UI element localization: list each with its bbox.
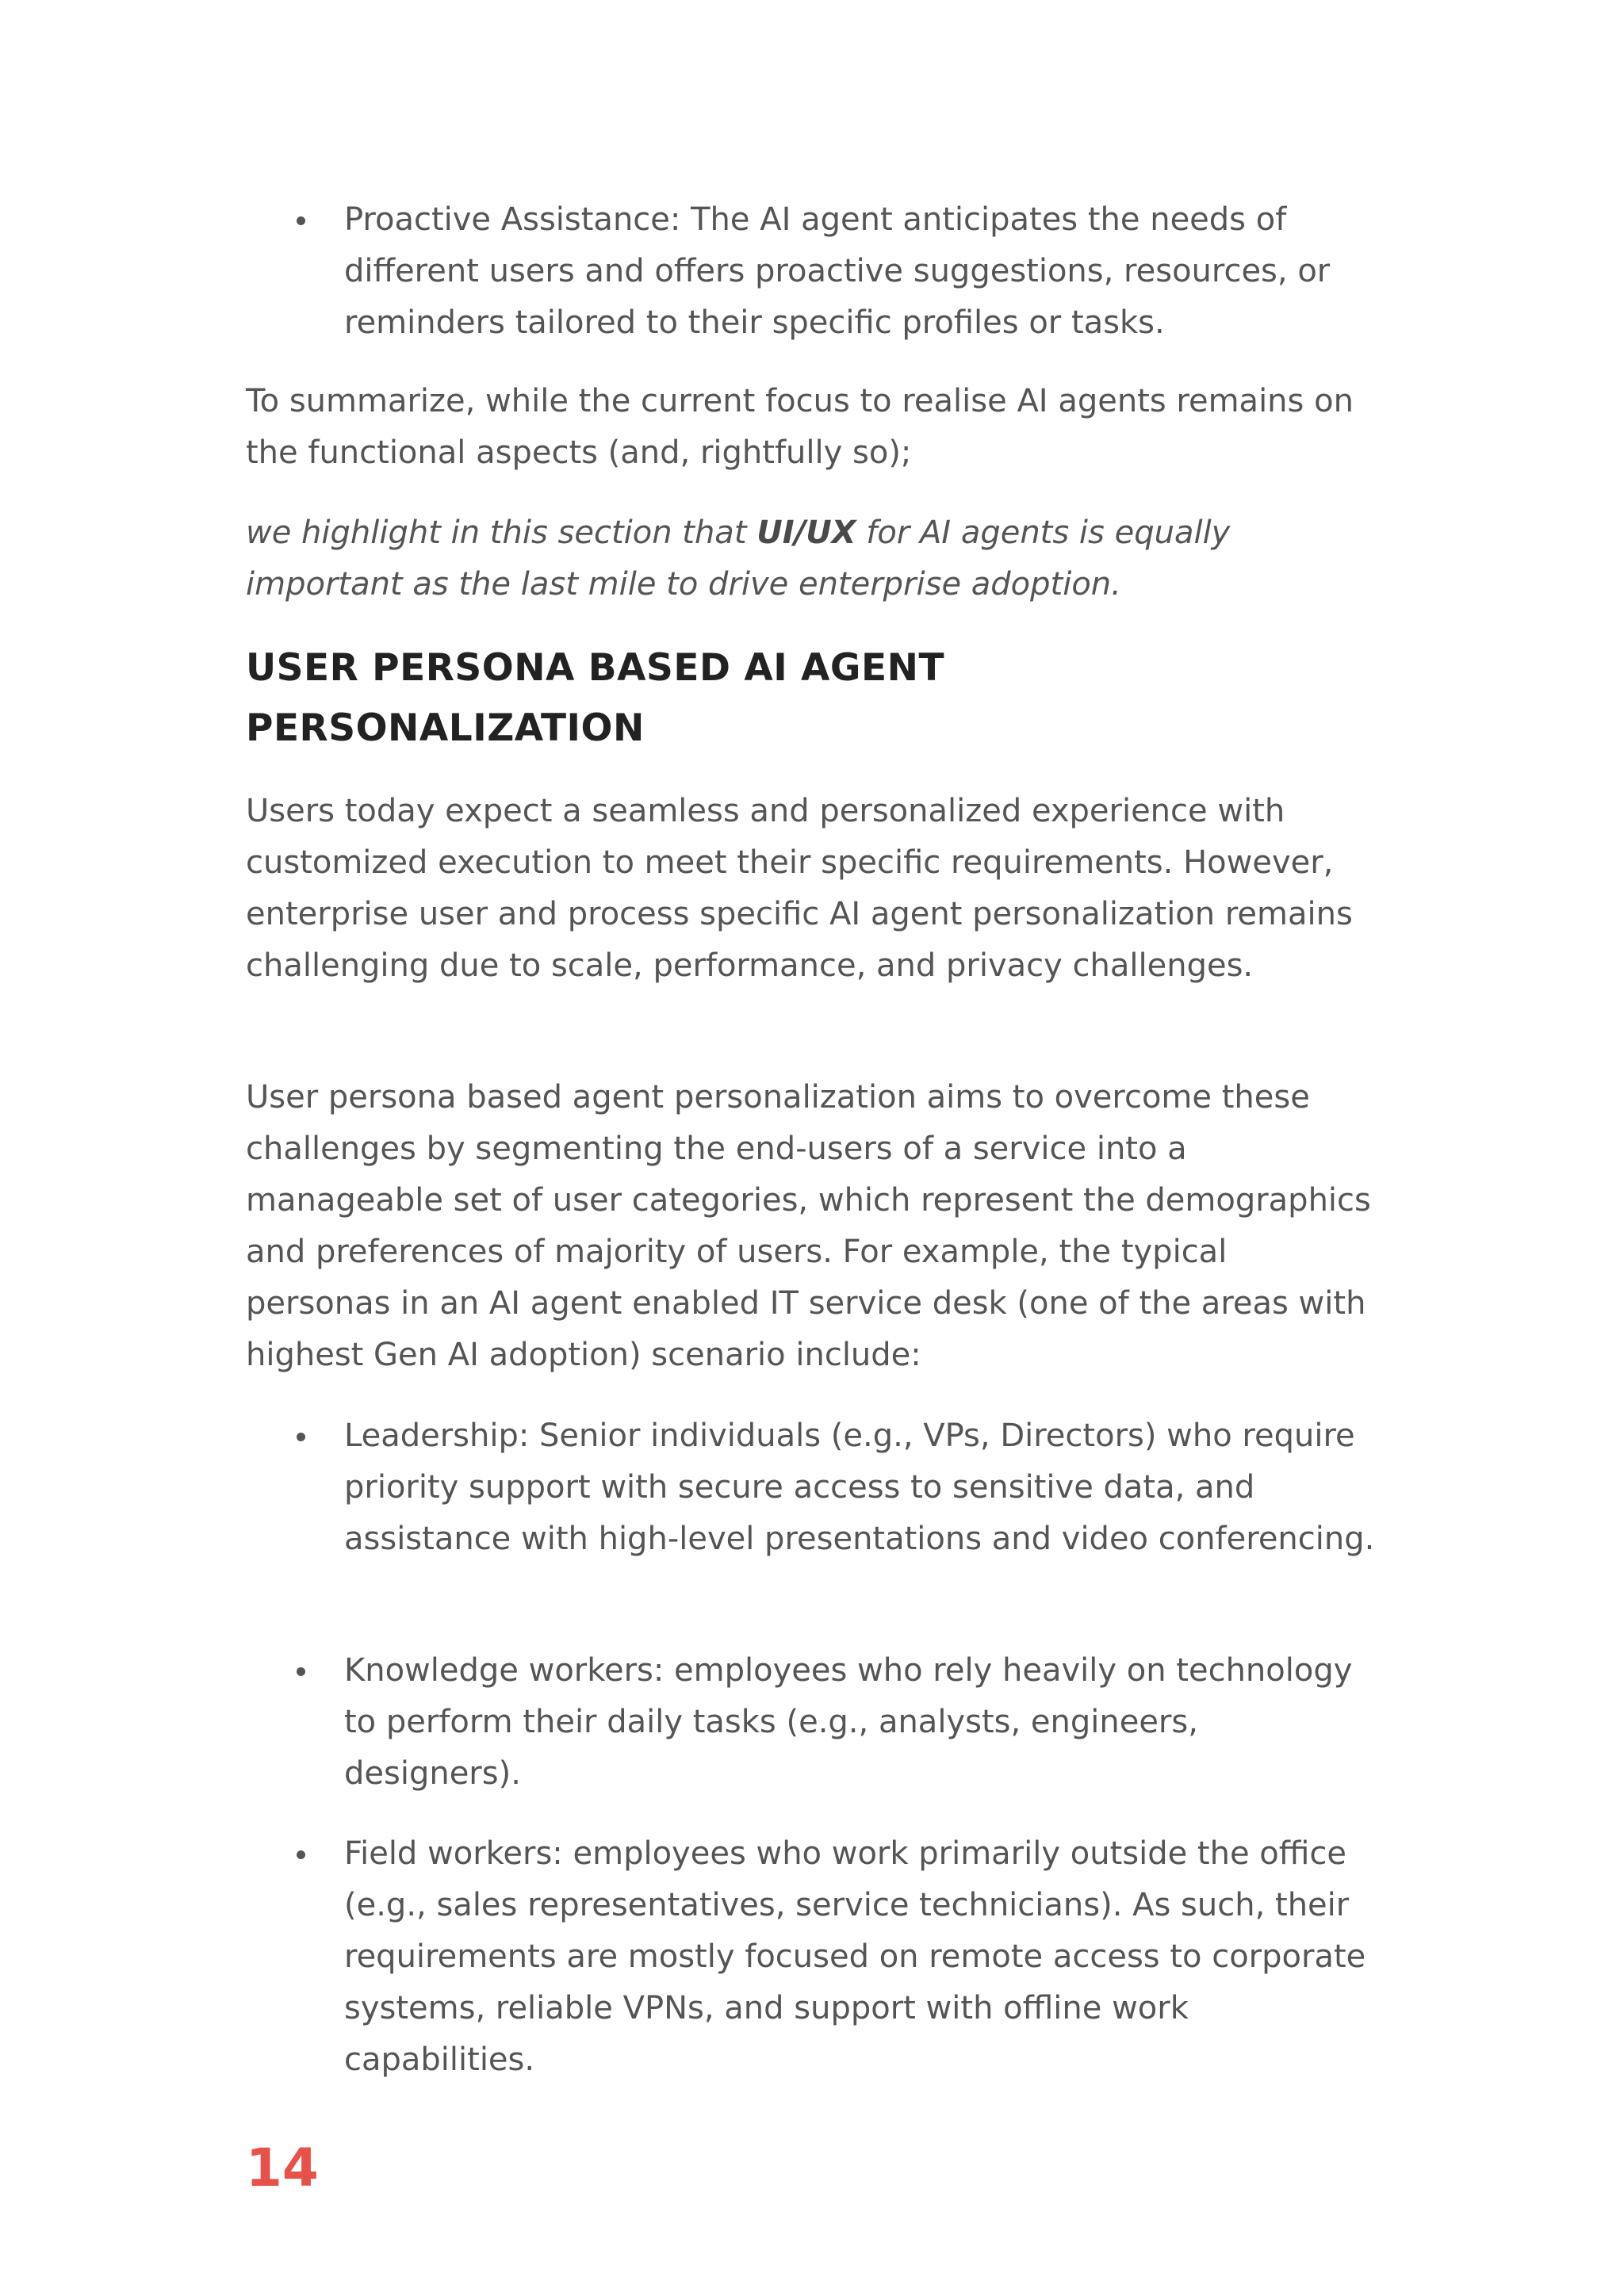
- section-heading-line-2: PERSONALIZATION: [246, 706, 645, 750]
- bullet-dot-icon: [297, 1850, 305, 1859]
- bullet-dot-icon: [297, 1433, 305, 1441]
- section-heading: [246, 638, 1380, 759]
- list-item-text: Knowledge workers: employees who rely heavily on technology to perform their daily tasks (e.g., analysts, engineers, designers).: [344, 1652, 1353, 1792]
- summary-paragraph: To summarize, while the current focus to realise AI agents remains on the functional aspects (and, rightfully so);: [246, 383, 1354, 471]
- highlight-text-after: for AI agents is equally important as the last mile to drive enterprise adoption.: [246, 515, 1231, 603]
- page-number: 14: [246, 2137, 319, 2198]
- highlight-strong-text: UI/UX: [756, 515, 856, 551]
- list-item-text: Field workers: employees who work primarily outside the office (e.g., sales representatives, service technicians). As such, their requirements are mostly focused on remote access to corporate systems, reliable VPNs, and support with offline work capabilities.: [344, 1835, 1366, 2078]
- bullet-dot-icon: [297, 216, 305, 225]
- body-paragraph: User persona based agent personalization aims to overcome these challenges by segmenting the end-users of a service into a manageable set of user categories, which represent the demographics and preferences of majority of users. For example, the typical personas in an AI agent enabled IT service desk (one of the areas with highest Gen AI adoption) scenario include:: [246, 1079, 1371, 1373]
- body-paragraph: Users today expect a seamless and personalized experience with customized execution to meet their specific requirements. However, enterprise user and process specific AI agent personalization remains challenging due to scale, performance, and privacy challenges.: [246, 793, 1353, 984]
- highlight-text-before: we highlight in this section that: [246, 515, 757, 551]
- list-item-text: Proactive Assistance: The AI agent anticipates the needs of different users and offers proactive suggestions, resources, or reminders tailored to their specific profiles or tasks.: [344, 201, 1331, 341]
- section-heading-line-1: USER PERSONA BASED AI AGENT: [246, 646, 945, 690]
- list-item-text: Leadership: Senior individuals (e.g., VPs, Directors) who require priority support with secure access to sensitive data, and assistance with high-level presentations and video conferencing.: [344, 1418, 1375, 1557]
- highlight-paragraph: [246, 507, 1380, 610]
- bullet-dot-icon: [297, 1667, 305, 1676]
